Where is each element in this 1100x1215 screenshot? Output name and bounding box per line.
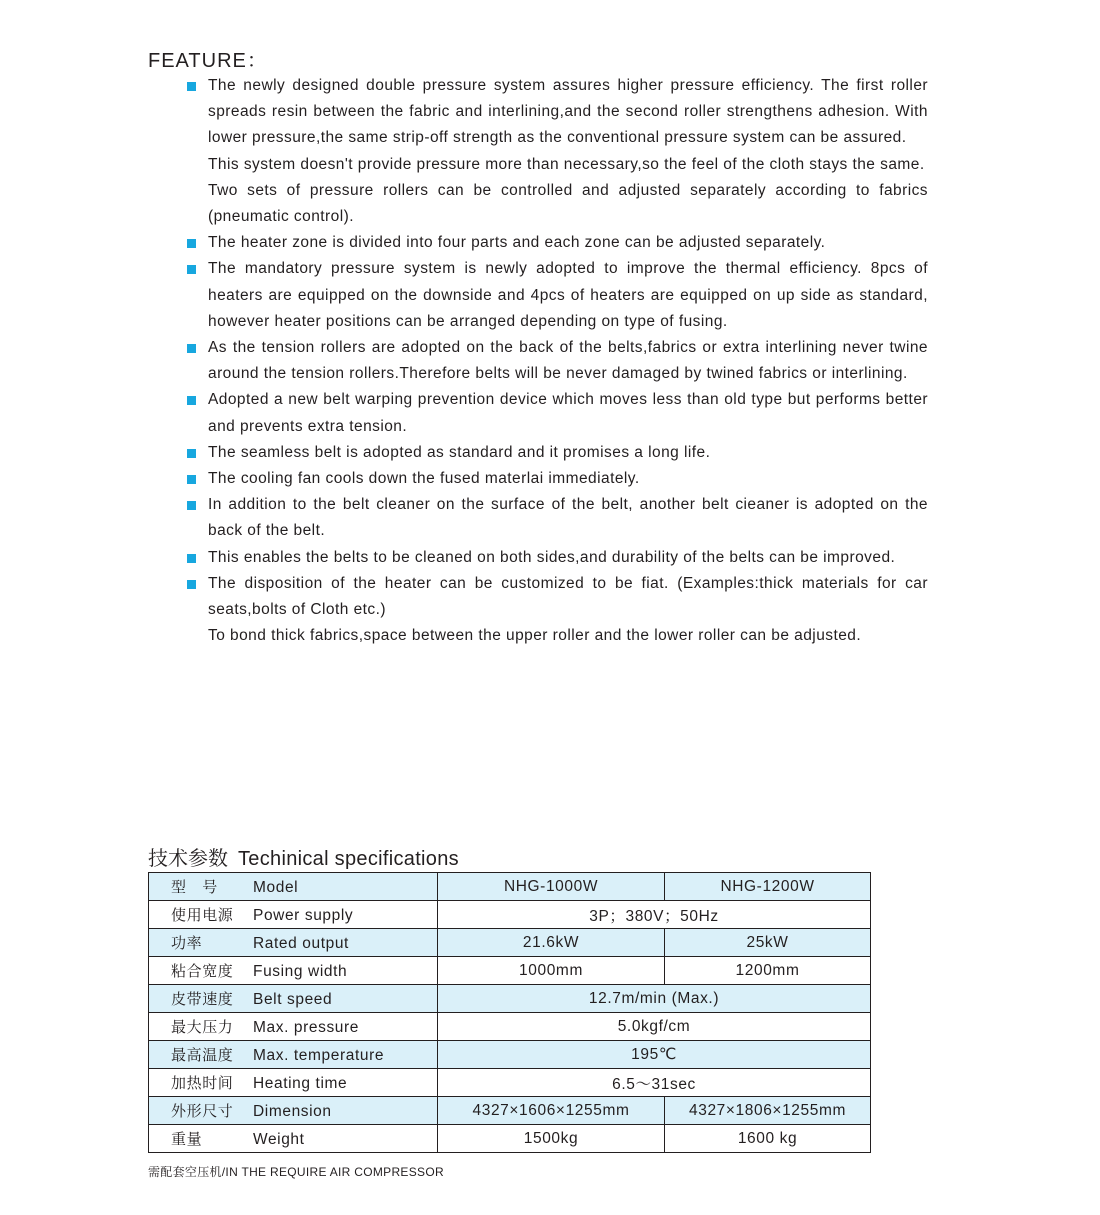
feature-list [186,73,928,649]
spec-label-cell [149,1097,438,1125]
feature-item [186,492,928,544]
spec-label-cell [149,901,438,929]
spec-value-cell: NHG-1200W [665,873,871,901]
spec-label-cell [149,1125,438,1153]
square-bullet-icon [187,396,196,405]
spec-label-en: Max. pressure [253,1019,359,1036]
feature-item [186,545,928,571]
spec-row [149,985,871,1013]
footnote: 需配套空压机/IN THE REQUIRE AIR COMPRESSOR [148,1165,444,1179]
spec-value-cell: 21.6kW [438,929,665,957]
feature-item [186,230,928,256]
spec-heading-cn: 技术参数 [148,846,228,870]
feature-paragraph: In addition to the belt cleaner on the surface of the belt, another belt cieaner is adopted on the back of the belt. [208,496,928,540]
spec-label-cn: 最高温度 [171,1046,234,1064]
spec-label-cn: 外形尺寸 [171,1102,234,1120]
spec-row [149,1041,871,1069]
feature-item [186,387,928,439]
feature-paragraph: Adopted a new belt warping prevention device which moves less than old type but performs better and prevents extra tension. [208,391,928,435]
feature-heading: FEATURE： [148,50,268,72]
spec-label-cn: 粘合宽度 [171,962,234,980]
spec-label-cn: 最大压力 [171,1018,234,1036]
spec-table [148,872,871,1153]
feature-paragraph: This enables the belts to be cleaned on both sides,and durability of the belts can be improved. [208,548,896,566]
spec-label-en: Power supply [253,907,354,924]
spec-heading-en: Techinical specifications [238,848,459,870]
feature-item [186,466,928,492]
spec-row [149,1125,871,1153]
feature-paragraph: As the tension rollers are adopted on the back of the belts,fabrics or extra interlining never twine around the tension rollers.Therefore belts will be never damaged by twined fabrics or interlining. [208,339,928,383]
feature-paragraph: The seamless belt is adopted as standard and it promises a long life. [208,443,711,461]
spec-label-cell [149,873,438,901]
feature-paragraph: The mandatory pressure system is newly adopted to improve the thermal efficiency. 8pcs of heaters are equipped on the downside and 4pcs of heaters are equipped on up side as standard, however heater positions can be arranged depending on type of fusing. [208,260,928,330]
feature-paragraph: The cooling fan cools down the fused materlai immediately. [208,470,640,488]
spec-label-cell [149,1069,438,1097]
spec-label-en: Model [253,879,299,896]
spec-value-cell: 1500kg [438,1125,665,1153]
spec-heading [148,842,459,871]
spec-value-cell: 4327×1606×1255mm [438,1097,665,1125]
feature-item [186,335,928,387]
spec-label-cell [149,929,438,957]
square-bullet-icon [187,82,196,91]
spec-value-cell: 5.0kgf/cm [438,1013,871,1041]
spec-label-en: Weight [253,1131,305,1148]
feature-paragraph: Two sets of pressure rollers can be controlled and adjusted separately according to fabrics (pneumatic control). [208,181,928,226]
spec-label-cn: 重量 [171,1130,203,1148]
spec-label-en: Dimension [253,1103,332,1120]
square-bullet-icon [187,239,196,248]
spec-label-cn: 使用电源 [171,906,234,924]
spec-label-en: Belt speed [253,991,333,1008]
spec-value-cell: NHG-1000W [438,873,665,901]
spec-value-cell: 6.5～31sec [438,1069,871,1097]
spec-value-cell: 1200mm [665,957,871,985]
spec-row [149,1069,871,1097]
spec-label-cn: 加热时间 [171,1074,234,1092]
spec-row [149,957,871,985]
spec-value-cell: 12.7m/min (Max.) [438,985,871,1013]
spec-label-en: Fusing width [253,963,348,980]
spec-label-cell [149,957,438,985]
spec-value-cell: 195℃ [438,1041,871,1069]
spec-label-cn: 功率 [171,934,203,952]
square-bullet-icon [187,449,196,458]
spec-label-en: Heating time [253,1075,348,1092]
feature-paragraph: The heater zone is divided into four parts and each zone can be adjusted separately. [208,234,826,252]
spec-label-en: Max. temperature [253,1047,385,1064]
spec-label-cn: 皮带速度 [171,990,234,1008]
spec-value-cell: 4327×1806×1255mm [665,1097,871,1125]
spec-label-cn: 型 号 [171,878,218,896]
square-bullet-icon [187,554,196,563]
feature-item [186,440,928,466]
spec-label-cell [149,985,438,1013]
spec-value-cell: 1600 kg [665,1125,871,1153]
spec-row [149,1013,871,1041]
spec-value-cell: 25kW [665,929,871,957]
feature-item [186,571,928,650]
feature-paragraph: The newly designed double pressure system assures higher pressure efficiency. The first roller spreads resin between the fabric and interlining,and the second roller strengthens adhesion. With lower pressure,the same strip-off strength as the conventional pressure system can be assured. [208,77,928,147]
spec-value-cell: 3P；380V；50Hz [438,901,871,929]
square-bullet-icon [187,475,196,484]
spec-row [149,929,871,957]
feature-item [186,73,928,230]
feature-item [186,256,928,335]
feature-paragraph: To bond thick fabrics,space between the upper roller and the lower roller can be adjusted. [208,627,862,645]
feature-paragraph: The disposition of the heater can be customized to be fiat. (Examples:thick materials for car seats,bolts of Cloth etc.) [208,574,928,619]
spec-row [149,1097,871,1125]
spec-label-cell [149,1041,438,1069]
square-bullet-icon [187,580,196,589]
spec-label-cell [149,1013,438,1041]
spec-row [149,901,871,929]
spec-label-en: Rated output [253,935,349,952]
square-bullet-icon [187,501,196,510]
square-bullet-icon [187,265,196,274]
feature-paragraph: This system doesn't provide pressure more than necessary,so the feel of the cloth stays the same. [208,155,925,173]
square-bullet-icon [187,344,196,353]
spec-value-cell: 1000mm [438,957,665,985]
spec-row [149,873,871,901]
